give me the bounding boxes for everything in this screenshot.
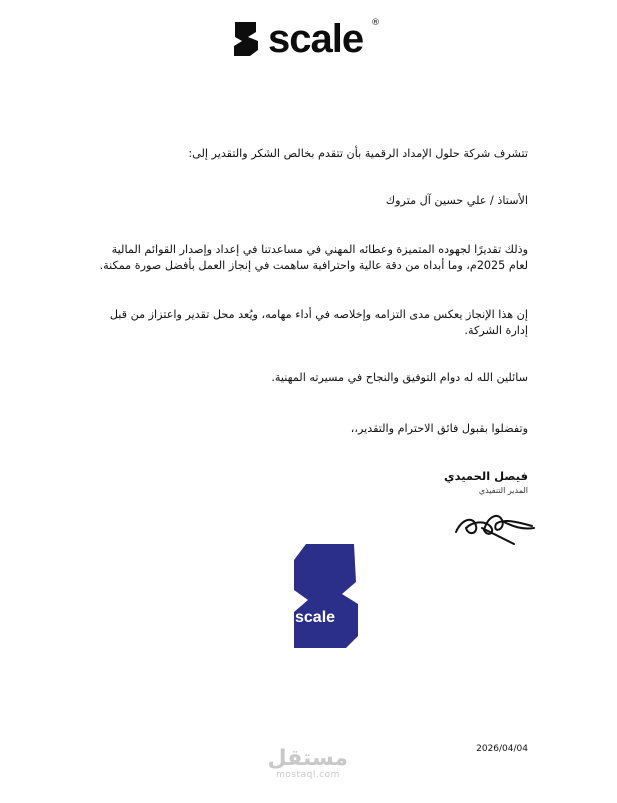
letter-recipient: الأستاذ / علي حسين آل متروك [385, 194, 528, 207]
handwritten-signature [452, 508, 538, 548]
company-stamp [295, 610, 367, 640]
watermark-arabic: مستقل [267, 746, 348, 771]
stamp-brand: scale [295, 609, 336, 626]
letter-opening: تتشرف شركة حلول الإمداد الرقمية بأن تتقدم بخالص الشكر والتقدير إلى: [188, 147, 528, 160]
stamp-company-name: شركة حلول الإمداد الرقمية [295, 626, 356, 632]
signatory-title: المدير التنفيذي [478, 486, 528, 495]
letter-date: 2026/04/04 [476, 744, 528, 754]
scale-logo-icon [232, 20, 264, 58]
mostaql-watermark [268, 748, 348, 780]
letter-closing: وتفضلوا بقبول فائق الاحترام والتقدير،، [350, 422, 528, 435]
registered-mark: ® [371, 18, 380, 28]
logo-wordmark: scale [268, 17, 364, 61]
watermark-latin: mostaql.com [276, 770, 340, 780]
letter-wishes: سائلين الله له دوام التوفيق والنجاح في مسيرته المهنية. [271, 371, 528, 384]
company-logo [232, 16, 382, 62]
stamp-unified-number: رقم موحد: 7050512504 [295, 633, 352, 639]
letter-body-2: إن هذا الإنجاز يعكس مدى التزامه وإخلاصه في أداء مهامه، ويُعد محل تقدير واعتزاز من قبل إدارة الشركة. [109, 308, 528, 337]
letter-body-1: وذلك تقديرًا لجهوده المتميزة وعطائه المهني في مساعدتنا في إعداد وإصدار القوائم المالية لعام 2025م، وما أبداه من دقة عالية واحترافية ساهمت في إنجاز العمل بأفضل صورة ممكنة. [99, 243, 528, 272]
signatory-name: فيصل الحميدي [444, 469, 528, 483]
